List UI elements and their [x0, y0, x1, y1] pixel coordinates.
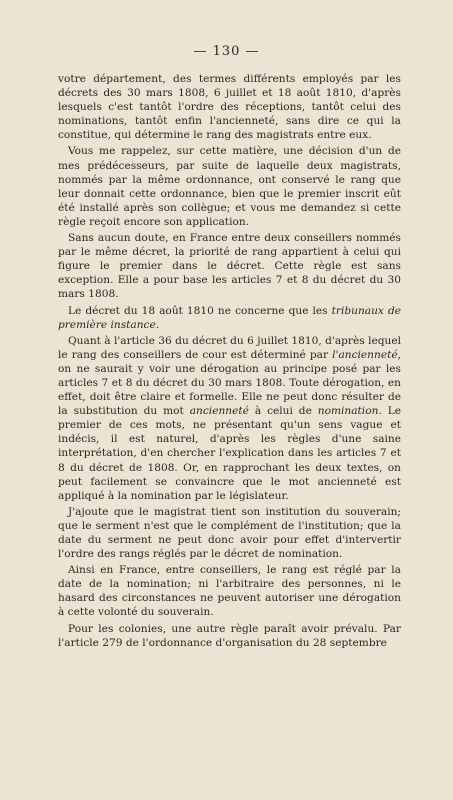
text-run: Sans aucun doute, en France entre deux conseillers nommés par le même décret, la priorité de rang appartient à celui qui figure le premier dans le décret. Cette règle est sans exception. Elle a pour base les articles 7 et 8 du décret du 30 mars 1808. — [58, 232, 401, 301]
paragraph — [58, 304, 401, 332]
italic-text: ancienneté — [189, 405, 249, 418]
page-number-header: — 130 — — [193, 44, 260, 59]
paragraph — [58, 144, 401, 229]
paragraph — [58, 334, 401, 503]
italic-text: nomination — [317, 405, 379, 418]
paragraph — [58, 72, 401, 142]
text-run: . — [155, 318, 160, 331]
text-run: . Le premier de ces mots, ne présentant qu'un sens vague et indécis, il est naturel, d'après les règles d'une saine interprétation, d'en chercher l'explication dans les articles 7 et 8 du décret de 1808. Or, en rapprochant les deux textes, on peut facilement se convaincre que le mot ancienneté est appliqué à la nomination par le législateur. — [58, 405, 402, 502]
paragraph — [58, 622, 401, 650]
paragraph — [58, 231, 401, 301]
text-run: J'ajoute que le magistrat tient son institution du souverain; que le serment n'est que le complément de l'institution; que la date du serment ne peut donc avoir pour effet d'intervertir l'ordre des rangs réglés par le décret de nomination. — [58, 505, 401, 561]
text-run: Le décret du 18 août 1810 ne concerne que les — [68, 304, 332, 317]
body-text — [58, 72, 401, 652]
text-run: Pour les colonies, une autre règle paraît avoir prévalu. Par l'article 279 de l'ordonnance d'organisation du 28 septembre — [58, 622, 401, 649]
paragraph — [58, 505, 401, 561]
paragraph — [58, 563, 401, 619]
text-run: Ainsi en France, entre conseillers, le rang est réglé par la date de la nomination; ni l'arbitraire des personnes, ni le hasard des circonstances ne peuvent autoriser une dérogation à cette volonté du souverain. — [58, 564, 401, 619]
text-run: votre département, des termes différents employés par les décrets des 30 mars 1808, 6 juillet et 18 août 1810, d'après lesquels c'est tantôt l'ordre des réceptions, tantôt celui des nominations, tantôt enfin l'ancienneté, sans dire ce qui la constitue, qui détermine le rang des magistrats entre eux. — [58, 73, 401, 142]
text-run: , on ne saurait y voir une dérogation au principe posé par les articles 7 et 8 du décret du 30 mars 1808. Toute dérogation, en effet, doit être claire et formelle. Elle ne peut donc résulter de la substitution du mot — [58, 348, 401, 418]
italic-text: l'ancienneté — [332, 348, 398, 361]
text-run: Vous me rappelez, sur cette matière, une décision d'un de mes prédécesseurs, par suite de laquelle deux magistrats, nommés par la même ordonnance, ont conservé le rang que leur donnait cette ordonnance, bien que le premier inscrit eût été installé après son collègue; et vous me demandez si cette règle reçoit encore son application. — [58, 145, 401, 228]
text-run: Quant à l'article 36 du décret du 6 juillet 1810, d'après lequel le rang des conseillers de cour est déterminé par — [58, 334, 401, 361]
text-run: à celui de — [248, 405, 318, 418]
italic-text: tribunaux de première instance — [58, 304, 401, 331]
